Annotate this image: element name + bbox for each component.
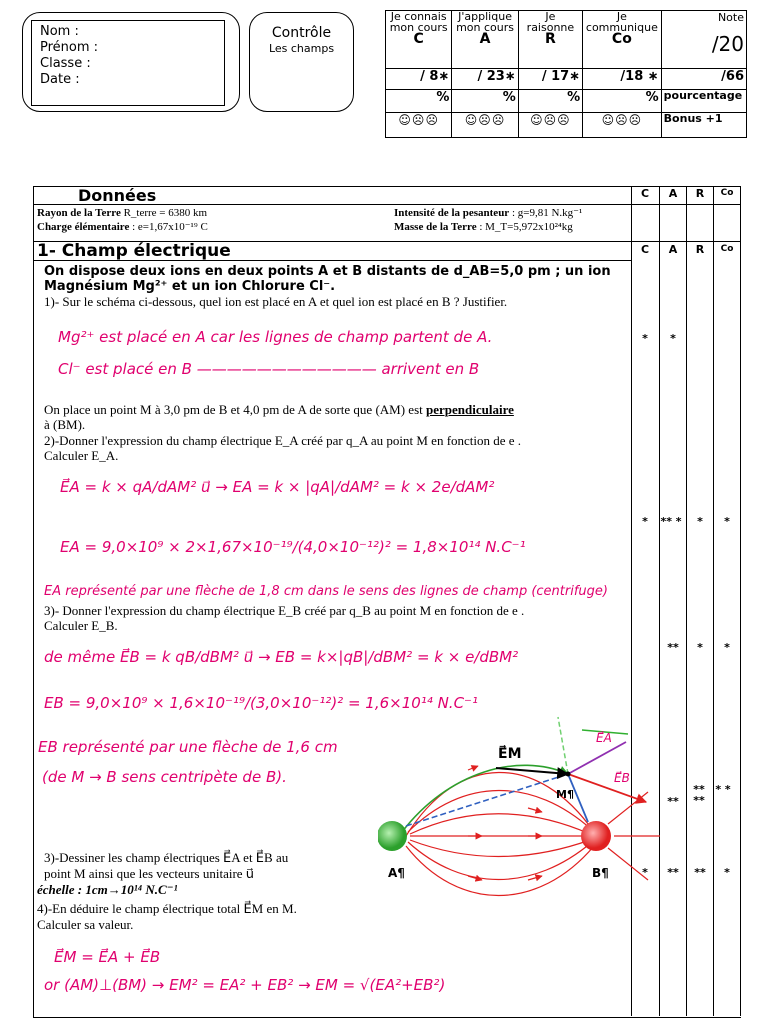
mark-q3b1-a: ** [667, 795, 679, 808]
percent-a: % [452, 90, 518, 113]
controle-subtitle: Les champs [268, 42, 335, 55]
echelle: échelle : 1cm→10¹⁴ N.C⁻¹ [37, 882, 178, 897]
score-a: / 23∗ [452, 69, 518, 90]
answer-3-line-1: de même E⃗B = k qB/dBM² u⃗ → EB = k×|qB|/dBM² = k × e/dBM² [44, 648, 519, 666]
label-b: B¶ [592, 866, 609, 880]
question-4-line-2: Calculer sa valeur. [37, 917, 134, 932]
smiley-a: ☺☹☹ [452, 113, 518, 138]
mark-q1-c: * [642, 332, 648, 345]
grade-table [385, 10, 747, 138]
grade-col-co: Je communique Co [583, 11, 662, 69]
mark-q3-r: * [697, 641, 703, 654]
mark-q3b2-a: ** [667, 866, 679, 879]
donnees-left: Rayon de la Terre R_terre = 6380 km Charge élémentaire : e=1,67x10⁻¹⁹ C [37, 207, 208, 233]
field-nom: Nom : [40, 24, 79, 39]
mark-q2-a: ** * [660, 515, 682, 528]
label-ea: E⃗A [596, 731, 612, 745]
score-r: / 17∗ [518, 69, 582, 90]
answer-2-line-1: E⃗A = k × qA/dAM² u⃗ → EA = k × |qA|/dAM² = k × 2e/dAM² [60, 478, 495, 496]
label-m: M¶ [556, 788, 574, 801]
question-1: 1)- Sur le schéma ci-dessous, quel ion est placé en A et quel ion est placé en B ? Justifier. [44, 294, 508, 309]
col-header-co-2: Co [720, 244, 734, 254]
donnees-right: Intensité de la pesanteur : g=9,81 N.kg⁻¹ Masse de la Terre : M_T=5,972x10²⁴kg [394, 207, 583, 233]
question-3-line-1: 3)- Donner l'expression du champ électrique E_B créé par q_B au point M en fonction de e . [44, 603, 525, 618]
smiley-c: ☺☹☹ [386, 113, 452, 138]
bonus-label: Bonus +1 [661, 113, 746, 138]
percent-co: % [583, 90, 662, 113]
intro-line-2: Magnésium Mg²⁺ et un ion Chlorure Cl⁻. [44, 279, 336, 294]
mark-q3b2-co: * [724, 866, 730, 879]
question-3-line-2: Calculer E_B. [44, 618, 118, 633]
answer-4-line-1: E⃗M = E⃗A + E⃗B [54, 948, 161, 966]
field-lines-diagram [378, 712, 660, 902]
ion-a [378, 821, 407, 851]
mark-q1-a: * [670, 332, 676, 345]
note-label: Note [717, 11, 744, 24]
grade-col-a: J'applique mon cours A [452, 11, 518, 69]
mark-q2-co: * [724, 515, 730, 528]
score-co: /18 ∗ [583, 69, 662, 90]
col-header-a: A [668, 187, 678, 200]
question-3b-line-2: point M ainsi que les vecteurs unitaire u⃗ [44, 866, 255, 881]
grade-col-c: Je connais mon cours C [386, 11, 452, 69]
question-2-line-2: Calculer E_A. [44, 448, 119, 463]
field-date: Date : [40, 72, 80, 87]
col-header-co: Co [720, 188, 734, 198]
answer-3-line-4: (de M → B sens centripète de B). [42, 768, 287, 786]
answer-2-line-3: EA représenté par une flèche de 1,8 cm dans le sens des lignes de champ (centrifuge) [44, 584, 608, 599]
col-divider-r [686, 186, 687, 1016]
grade-col-r: Je raisonne R [518, 11, 582, 69]
smiley-co: ☺☹☹ [583, 113, 662, 138]
field-classe: Classe : [40, 56, 91, 71]
col-header-r: R [695, 187, 705, 200]
pourcentage-label: pourcentage [661, 90, 746, 113]
answer-3-line-3: EB représenté par une flèche de 1,6 cm [38, 738, 338, 756]
label-em: E⃗M [498, 746, 522, 762]
grade-note [661, 11, 746, 69]
mark-q2-c: * [642, 515, 648, 528]
controle-box [249, 12, 354, 112]
note-value: /20 [711, 32, 744, 56]
ion-b [581, 821, 611, 851]
col-divider-co [713, 186, 714, 1016]
section-title: 1- Champ électrique [37, 241, 231, 261]
controle-title: Contrôle [271, 25, 332, 41]
col-divider-end [740, 186, 741, 1016]
label-eb: E⃗B [614, 771, 630, 785]
paragraph-2: On place un point M à 3,0 pm de B et 4,0 pm de A de sorte que (AM) est perpendiculaire à (BM). [44, 402, 514, 432]
mark-q3b2-r: ** [694, 866, 706, 879]
score-c: / 8∗ [386, 69, 452, 90]
answer-2-line-2: EA = 9,0×10⁹ × 2×1,67×10⁻¹⁹/(4,0×10⁻¹²)² = 1,8×10¹⁴ N.C⁻¹ [60, 538, 526, 556]
answer-1-line-1: Mg²⁺ est placé en A car les lignes de champ partent de A. [58, 328, 493, 346]
mark-q3b2-c: * [642, 866, 648, 879]
score-total: /66 [661, 69, 746, 90]
mark-q3-a: ** [667, 641, 679, 654]
question-3b-line-1: 3)-Dessiner les champ électriques E⃗A et E⃗B au [44, 850, 289, 865]
col-header-c: C [640, 187, 650, 200]
percent-c: % [386, 90, 452, 113]
donnees-title: Données [78, 186, 157, 205]
answer-4-line-2: or (AM)⊥(BM) → EM² = EA² + EB² → EM = √(EA²+EB²) [44, 976, 446, 994]
col-header-r-2: R [695, 243, 705, 256]
answer-3-line-2: EB = 9,0×10⁹ × 1,6×10⁻¹⁹/(3,0×10⁻¹²)² = 1,6×10¹⁴ N.C⁻¹ [44, 694, 478, 712]
question-4-line-1: 4)-En déduire le champ électrique total E⃗M en M. [37, 901, 297, 916]
percent-r: % [518, 90, 582, 113]
col-header-a-2: A [668, 243, 678, 256]
label-a: A¶ [388, 866, 405, 880]
answer-1-line-2: Cl⁻ est placé en B ———————————— arrivent en B [58, 360, 480, 378]
mark-q3-co: * [724, 641, 730, 654]
mark-q3b1-co: * * [715, 783, 731, 796]
col-header-c-2: C [640, 243, 650, 256]
mark-q2-r: * [697, 515, 703, 528]
mark-q3b1-r: ** ** [693, 783, 705, 807]
question-2-line-1: 2)-Donner l'expression du champ électrique E_A créé par q_A au point M en fonction de e . [44, 433, 522, 448]
field-prenom: Prénom : [40, 40, 99, 55]
intro-line-1: On dispose deux ions en deux points A et B distants de d_AB=5,0 pm ; un ion [44, 264, 611, 279]
smiley-r: ☺☹☹ [518, 113, 582, 138]
